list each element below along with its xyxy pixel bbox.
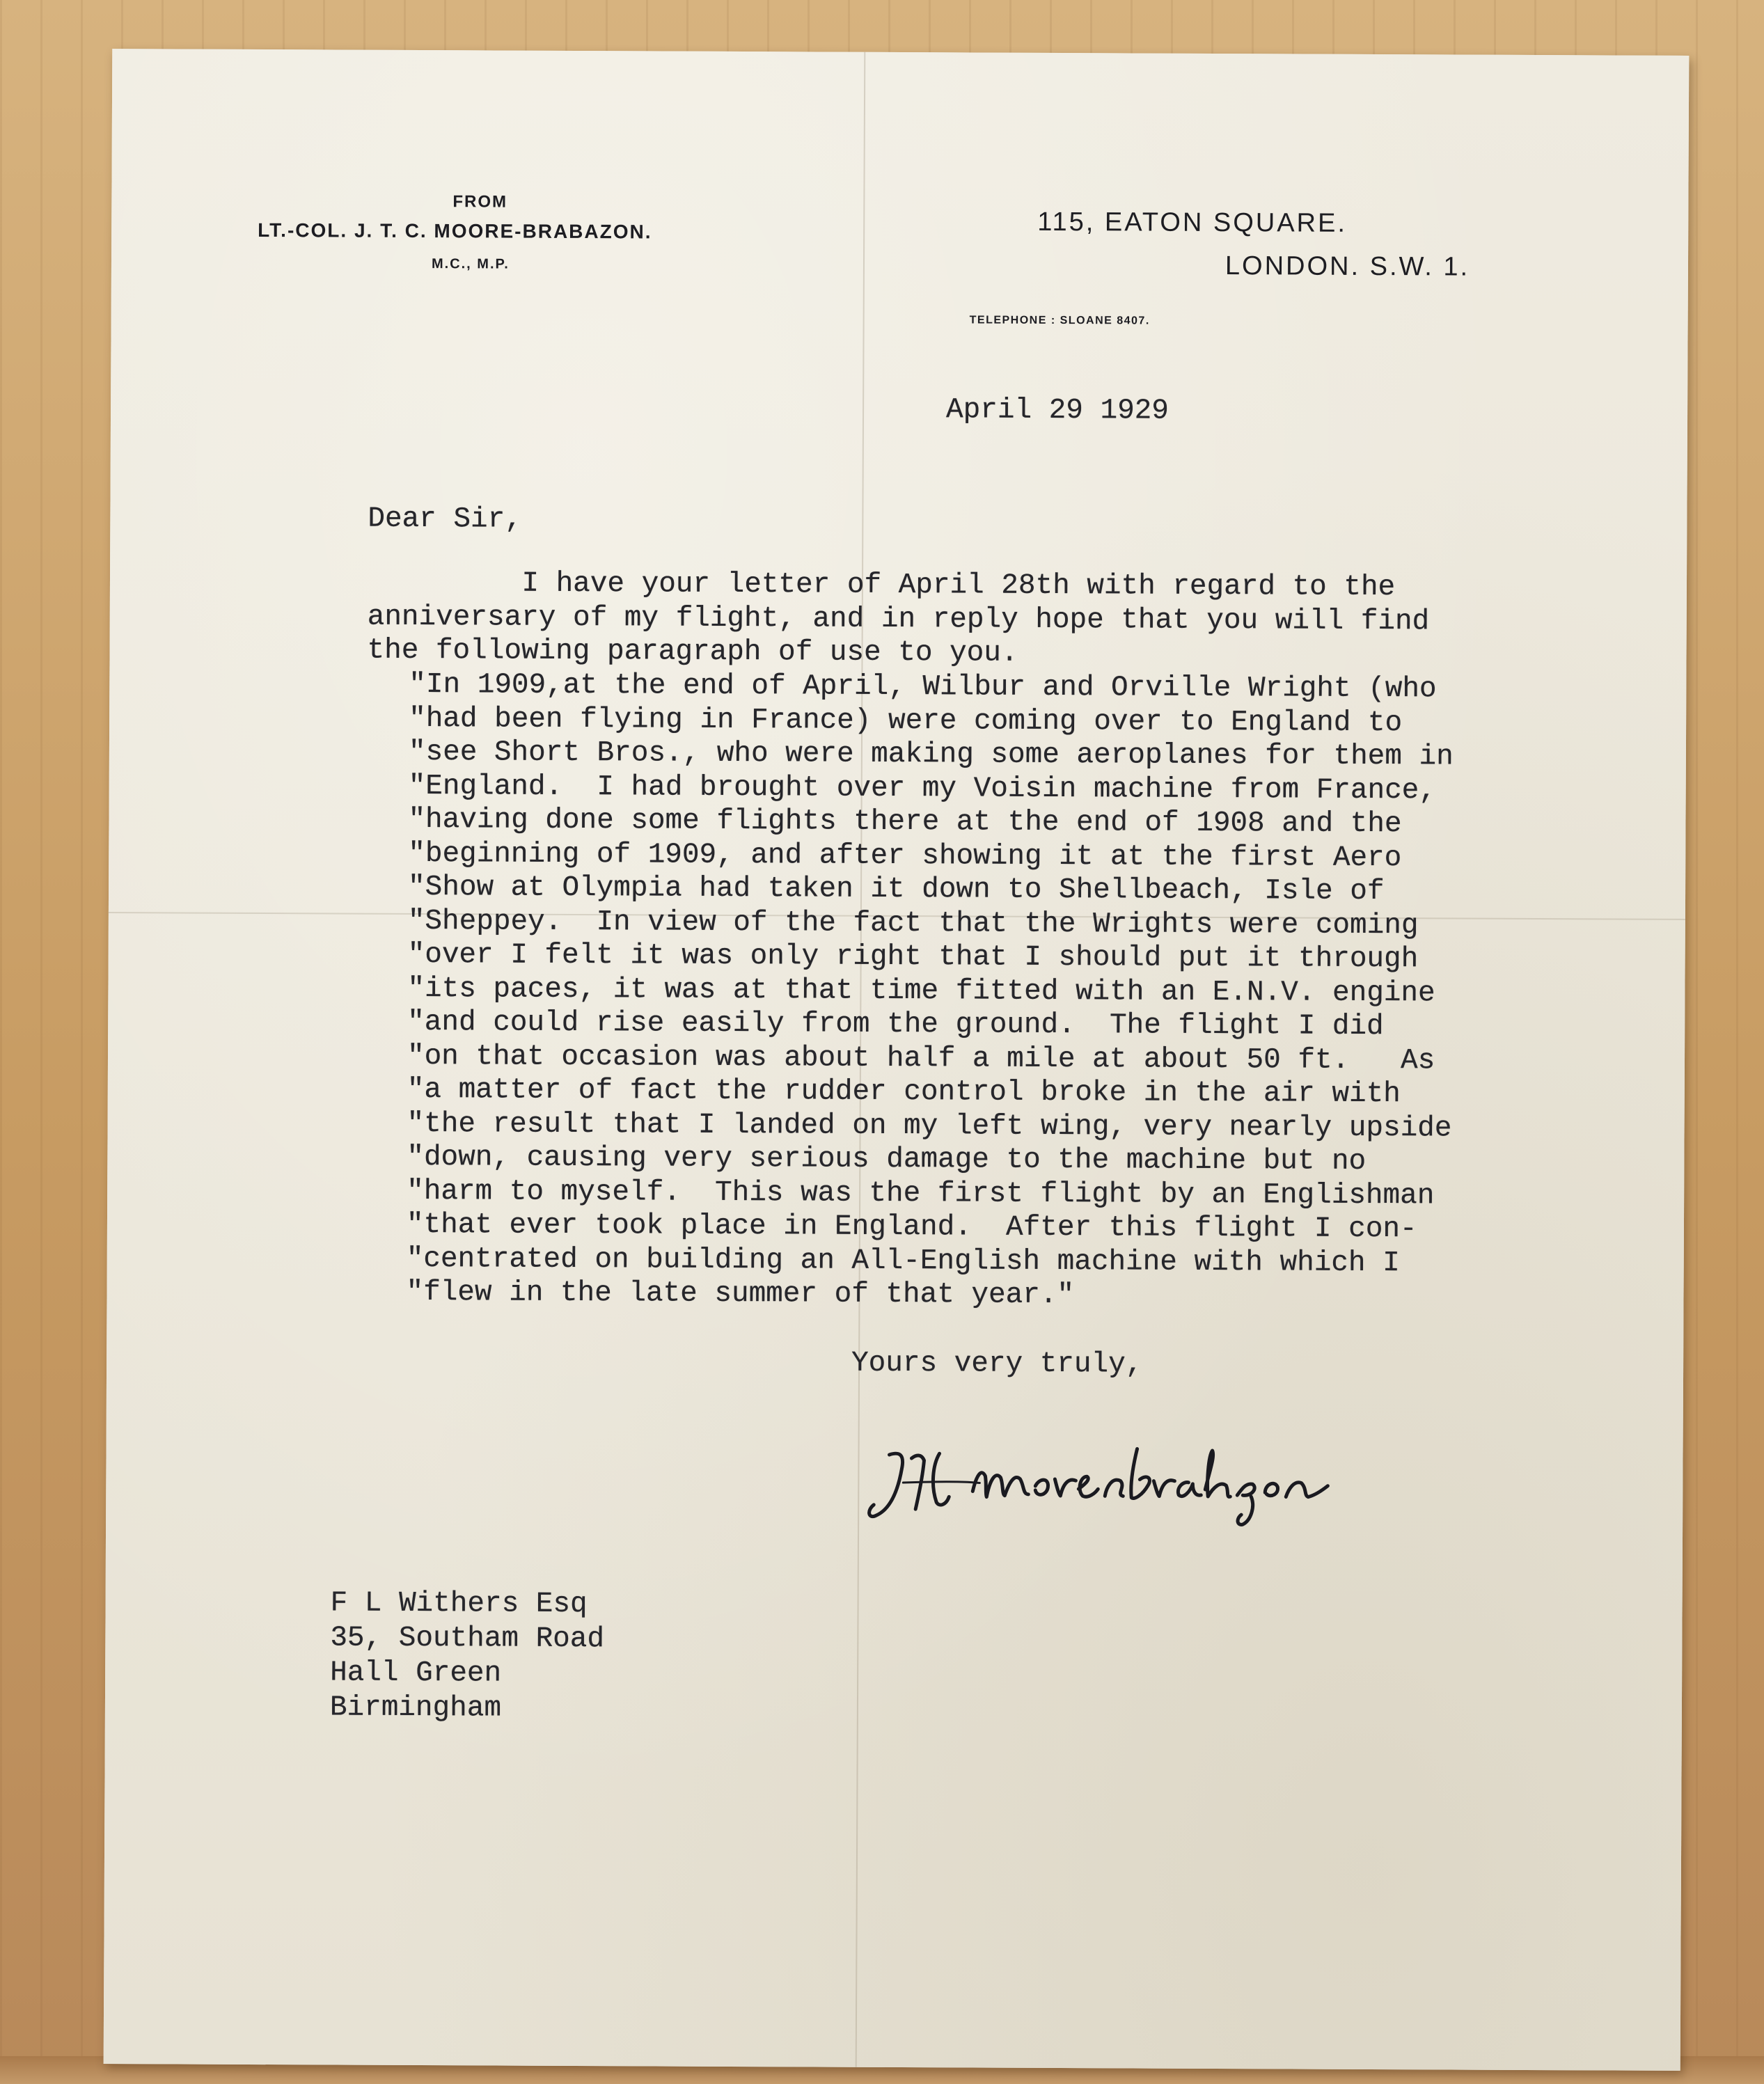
letterhead-sender-name: LT.-COL. J. T. C. MOORE-BRABAZON. <box>258 219 652 243</box>
addressee-line: 35, Southam Road <box>330 1622 605 1656</box>
quote-line: "centrated on building an All-English machine with which I <box>406 1242 1400 1279</box>
intro-line: the following paragraph of use to you. <box>367 634 1018 670</box>
addressee-block <box>329 1586 605 1789</box>
quote-line: "and could rise easily from the ground. The flight I did <box>407 1006 1384 1043</box>
quote-line: "having done some flights there at the end of 1908 and the <box>408 803 1402 841</box>
quote-line: "see Short Bros., who were making some aeroplanes for them in <box>408 736 1454 773</box>
quote-line: "Show at Olympia had taken it down to Shellbeach, Isle of <box>407 871 1385 908</box>
intro-line: anniversary of my flight, and in reply hope that you will find <box>367 601 1430 638</box>
quote-line: "the result that I landed on my left wing, very nearly upside <box>407 1107 1452 1144</box>
letterhead-sender-honours: M.C., M.P. <box>431 256 510 272</box>
quote-line: "over I felt it was only right that I should put it through <box>407 938 1419 976</box>
quote-line: "In 1909,at the end of April, Wilbur and Orville Wright (who <box>409 668 1437 706</box>
addressee-line: F L Withers Esq <box>330 1587 588 1621</box>
quote-line: "on that occasion was about half a mile at about 50 ft. As <box>407 1040 1435 1077</box>
quote-line: "harm to myself. This was the first flight by an Englishman <box>407 1175 1435 1212</box>
addressee-line: Birmingham <box>329 1691 502 1725</box>
letterhead-address-line1: 115, EATON SQUARE. <box>1037 207 1348 238</box>
quote-line: "flew in the late summer of that year." <box>406 1276 1075 1312</box>
quote-line: "England. I had brought over my Voisin machine from France, <box>408 770 1437 807</box>
quote-line: "had been flying in France) were coming over to England to <box>409 702 1403 739</box>
letter-sheet <box>104 49 1690 2071</box>
quote-line: "down, causing very serious damage to the machine but no <box>407 1141 1367 1178</box>
letterhead-telephone: TELEPHONE : SLOANE 8407. <box>969 314 1150 327</box>
letterhead-from-label: FROM <box>452 192 508 212</box>
letter-date: April 29 1929 <box>945 394 1170 427</box>
quote-line: "Sheppey. In view of the fact that the Wrights were coming <box>407 905 1419 942</box>
quote-line: "a matter of fact the rudder control broke in the air with <box>407 1073 1401 1111</box>
handwritten-signature <box>861 1427 1335 1533</box>
letterhead-address-line2: LONDON. S.W. 1. <box>1224 251 1470 282</box>
quote-line: "that ever took place in England. After this flight I con- <box>406 1208 1417 1246</box>
letter-closing: Yours very truly, <box>851 1347 1143 1381</box>
addressee-line: Hall Green <box>330 1657 502 1690</box>
letter-salutation: Dear Sir, <box>368 503 522 536</box>
intro-line: I have your letter of April 28th with regard to the <box>367 567 1396 604</box>
quote-line: "its paces, it was at that time fitted with an E.N.V. engine <box>407 972 1435 1009</box>
quote-line: "beginning of 1909, and after showing it at the first Aero <box>408 837 1402 874</box>
